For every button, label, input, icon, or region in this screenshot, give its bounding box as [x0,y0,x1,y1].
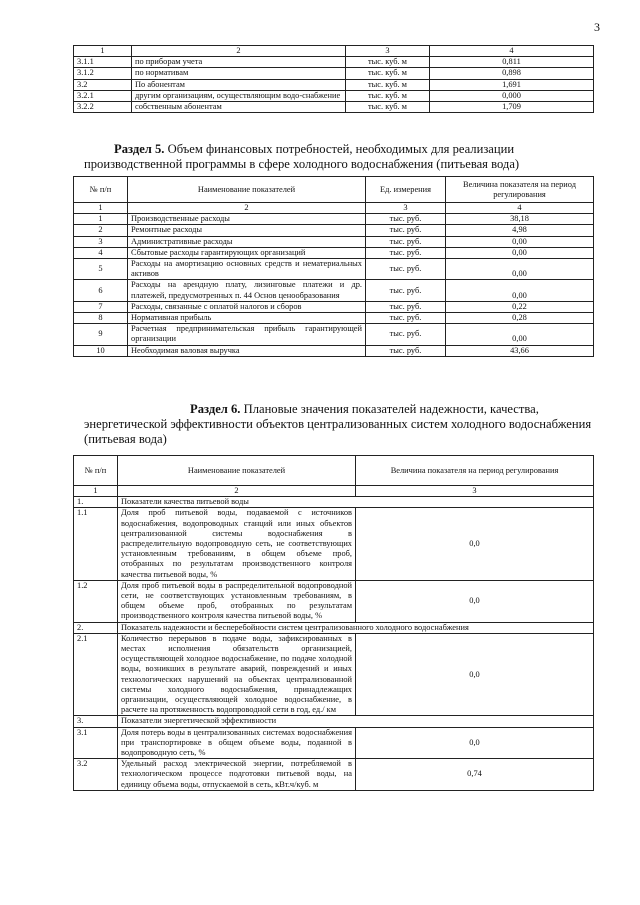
row-number: 3.2.1 [74,90,132,101]
table-row [74,68,594,79]
row-number: 6 [74,280,128,301]
row-value: 0,0 [356,580,594,622]
financial-needs-table [73,176,594,357]
row-number: 1.2 [74,580,118,622]
row-value: 0,000 [430,90,594,101]
row-number: 3.1 [74,727,118,759]
row-value: 0,0 [356,727,594,759]
table-row [74,580,594,622]
row-number: 1 [74,214,128,225]
row-value: 0,22 [446,301,594,312]
row-number: 3.2 [74,759,118,791]
header-value: Величина показателя на период регулирования [446,177,594,203]
row-number: 9 [74,324,128,345]
row-number: 3 [74,236,128,247]
row-name: Количество перерывов в подаче воды, зафиксированных в местах исполнения обязательств организацией, осуществляющей холодное водоснабжение, по подаче холодной воды, возникших в результате аварий, повреждений и иных технологических нарушений на объектах централизованной системы холодного водоснабжения, принадлежащих организации, осуществляющей холодное водоснабжение, в расчете на протяженность водопроводной сети в год, ед./ км [118,633,356,716]
table-row [74,214,594,225]
table-index-row [74,486,594,497]
row-name: Расчетная предпринимательская прибыль гарантирующей организации [128,324,366,345]
row-number: 1.1 [74,508,118,580]
row-name: Доля потерь воды в централизованных системах водоснабжения при транспортировке в общем объеме воды, поданной в водопроводную сеть, % [118,727,356,759]
column-index: 1 [74,203,128,214]
row-value: 0,898 [430,68,594,79]
row-unit: тыс. руб. [366,345,446,356]
row-unit: тыс. руб. [366,324,446,345]
row-value: 0,74 [356,759,594,791]
row-value: 0,0 [356,508,594,580]
group-title: Показатель надежности и бесперебойности систем централизованного холодного водоснабжения [118,622,594,633]
row-name: Расходы на арендную плату, лизинговые платежи и др. платежей, предусмотренных п. 44 Основ ценообразования [128,280,366,301]
row-unit: тыс. куб. м [346,79,430,90]
table-row [74,324,594,345]
row-name: по приборам учета [132,57,346,68]
column-index: 2 [118,486,356,497]
row-unit: тыс. куб. м [346,68,430,79]
table-row [74,508,594,580]
header-unit: Ед. измерения [366,177,446,203]
row-number: 3.1.1 [74,57,132,68]
row-value: 0,00 [446,236,594,247]
column-index: 3 [346,46,430,57]
row-unit: тыс. руб. [366,301,446,312]
row-unit: тыс. руб. [366,236,446,247]
table-row [74,90,594,101]
section-label: Раздел 6. [190,402,241,416]
header-name: Наименование показателей [128,177,366,203]
section-title: Плановые значения показателей надежности, качества, энергетической эффективности объектов централизованных систем холодного водоснабжения (питьевая вода) [84,402,592,446]
row-name: по нормативам [132,68,346,79]
row-value: 0,00 [446,259,594,280]
group-row [74,716,594,727]
column-index: 2 [132,46,346,57]
row-unit: тыс. руб. [366,313,446,324]
table-row [74,313,594,324]
group-title: Показатели энергетической эффективности [118,716,594,727]
table-row [74,102,594,113]
group-number: 2. [74,622,118,633]
table-row [74,79,594,90]
row-value: 1,691 [430,79,594,90]
table-row [74,727,594,759]
table-row [74,57,594,68]
water-volume-table [73,45,594,113]
row-value: 0,28 [446,313,594,324]
row-number: 5 [74,259,128,280]
row-value: 0,0 [356,633,594,716]
row-name: другим организациям, осуществляющим водо-снабжение [132,90,346,101]
group-row [74,622,594,633]
row-value: 0,00 [446,280,594,301]
table-row [74,247,594,258]
header-number: № п/п [74,177,128,203]
section-title: Объем финансовых потребностей, необходимых для реализации производственной программы в сфере холодного водоснабжения (питьевая вода) [84,142,520,171]
column-index: 1 [74,486,118,497]
row-value: 0,00 [446,247,594,258]
row-unit: тыс. руб. [366,247,446,258]
row-value: 38,18 [446,214,594,225]
group-title: Показатели качества питьевой воды [118,497,594,508]
table-row [74,633,594,716]
page-number: 3 [594,20,600,34]
indicators-table [73,455,594,791]
row-name: Удельный расход электрической энергии, потребляемой в технологическом процессе подготовки питьевой воды, на единицу объема воды, отпускаемой в сеть, кВт.ч/куб. м [118,759,356,791]
table-row [74,301,594,312]
row-unit: тыс. руб. [366,259,446,280]
column-index: 4 [446,203,594,214]
row-name: Административные расходы [128,236,366,247]
section-6-heading [84,402,600,447]
group-number: 1. [74,497,118,508]
column-index: 3 [356,486,594,497]
column-index: 1 [74,46,132,57]
row-number: 8 [74,313,128,324]
group-row [74,497,594,508]
column-index: 4 [430,46,594,57]
header-value: Величина показателя на период регулирования [356,456,594,486]
row-number: 2 [74,225,128,236]
row-name: Необходимая валовая выручка [128,345,366,356]
row-name: Нормативная прибыль [128,313,366,324]
section-5-heading [84,142,600,172]
row-number: 3.1.2 [74,68,132,79]
row-number: 7 [74,301,128,312]
table-row [74,225,594,236]
table-index-row [74,203,594,214]
table-row [74,236,594,247]
row-unit: тыс. куб. м [346,90,430,101]
row-value: 0,00 [446,324,594,345]
table-row [74,280,594,301]
row-name: Доля проб питьевой воды в распределительной водопроводной сети, не соответствующих установленным требованиям, в общем объеме проб, отобранных по результатам производственного контроля качества питьевой воды, % [118,580,356,622]
column-index: 2 [128,203,366,214]
table-index-row [74,46,594,57]
table-row [74,345,594,356]
column-index: 3 [366,203,446,214]
row-unit: тыс. куб. м [346,57,430,68]
row-name: Сбытовые расходы гарантирующих организаций [128,247,366,258]
row-unit: тыс. руб. [366,225,446,236]
header-number: № п/п [74,456,118,486]
row-number: 3.2.2 [74,102,132,113]
row-value: 43,66 [446,345,594,356]
row-unit: тыс. руб. [366,214,446,225]
row-number: 2.1 [74,633,118,716]
row-number: 3.2 [74,79,132,90]
row-value: 4,98 [446,225,594,236]
row-number: 4 [74,247,128,258]
row-name: Доля проб питьевой воды, подаваемой с источников водоснабжения, водопроводных станций или иных объектов централизованной системы водоснабжения в распределительную водопроводную сеть, не соответствующих установленным требованиям, в общем объеме проб, отобранных по результатам производственного контроля качества питьевой воды, % [118,508,356,580]
row-name: Расходы на амортизацию основных средств и нематериальных активов [128,259,366,280]
header-name: Наименование показателей [118,456,356,486]
table-header-row [74,456,594,486]
section-label: Раздел 5. [114,142,165,156]
table-row [74,759,594,791]
row-unit: тыс. руб. [366,280,446,301]
row-value: 0,811 [430,57,594,68]
row-name: Производственные расходы [128,214,366,225]
row-name: Расходы, связанные с оплатой налогов и сборов [128,301,366,312]
row-name: По абонентам [132,79,346,90]
row-name: Ремонтные расходы [128,225,366,236]
table-header-row [74,177,594,203]
group-number: 3. [74,716,118,727]
row-name: собственным абонентам [132,102,346,113]
row-value: 1,709 [430,102,594,113]
row-unit: тыс. куб. м [346,102,430,113]
row-number: 10 [74,345,128,356]
table-row [74,259,594,280]
